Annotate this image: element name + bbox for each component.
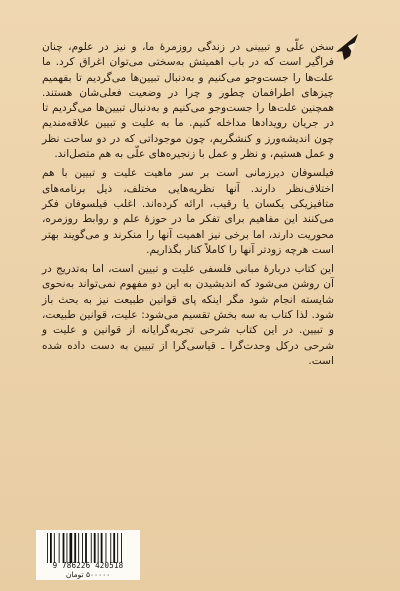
blurb-paragraph-2: فیلسوفان دیرزمانی است بر سر ماهیت علیت و تبیین با هم اختلاف‌نظر دارند. آنها نظریه‌هایی مختلف، ذیل برنامه‌های متافیزیکی یکسان یا رقیب، ارائه کرده‌اند. اغلب فیلسوفان فکر می‌کنند این مفاهیم برای تفکر ما در حوزهٔ علم و روابط روزمره، محوریت دارند، اما برخی نیز اهمیت آنها را منکرند و می‌گویند بهتر است هرچه زودتر آنها را کاملاً کنار بگذاریم. <box>42 167 334 256</box>
barcode-bar <box>101 533 103 563</box>
barcode-bar <box>110 533 111 563</box>
blurb-text <box>42 40 334 373</box>
blurb-paragraph-3: این کتاب دربارهٔ مبانی فلسفی علیت و تبیین است، اما به‌تدریج در آن روشن می‌شود که اندیشیدن به این دو مفهوم نمی‌تواند به‌نحوی شایسته انجام شود مگر اینکه پای قوانین طبیعت نیز به بحث باز شود. لذا کتاب به سه بخش تقسیم می‌شود: علیت، قوانین طبیعت، و تبیین. در این کتاب شرحی تجربه‌گرایانه از قوانین و علیت و شرحی درکل وحدت‌گرا ـ قیاسی‌گرا از تبیین به دست داده شده است. <box>42 263 334 367</box>
barcode-bar <box>91 533 92 563</box>
barcode-bar <box>85 533 87 563</box>
publisher-bird-logo-icon <box>332 30 362 64</box>
barcode-bar <box>106 533 107 563</box>
barcode-bar <box>74 533 76 563</box>
price-label: ۵۰۰۰۰۰ تومان <box>65 570 111 579</box>
barcode-bars <box>46 533 132 563</box>
barcode-bar <box>94 533 96 563</box>
barcode-bar <box>54 533 55 563</box>
blurb-paragraph-1: سخن علّی و تبیینی در زندگی روزمرهٔ ما، و نیز در علوم، چنان فراگیر است که در باب اهمیتش به‌سختی می‌توان اغراق کرد. ما علت‌ها را جست‌وجو می‌کنیم و به‌دنبال تبیین‌ها می‌گردیم تا بفهمیم چیزهای اطرافمان چطور و چرا در وضعیت فعلی‌شان هستند. همچنین علت‌ها را جست‌وجو می‌کنیم و به‌دنبال تبیین‌ها می‌گردیم تا در جریان رویدادها مداخله کنیم. ما به علیت و تبیین علاقه‌مندیم چون اندیشه‌ورز و کنشگریم، چون موجوداتی که در دو ساحت نظر و عمل هستیم، و نظر و عمل با زنجیره‌های علّی به هم متصل‌اند. <box>42 41 334 161</box>
barcode-bar <box>82 533 83 563</box>
barcode-bar <box>117 533 118 563</box>
barcode-bar <box>59 533 60 563</box>
barcode-bar <box>78 533 79 563</box>
barcode-bar <box>47 533 48 563</box>
barcode-bar <box>63 533 65 563</box>
barcode-bar <box>50 533 52 563</box>
barcode-label <box>36 530 140 580</box>
barcode-bar <box>70 533 73 563</box>
barcode-bar <box>121 533 122 563</box>
barcode-bar <box>98 533 99 563</box>
barcode-bar <box>67 533 68 563</box>
barcode-number: 9 786226 420518 <box>52 561 124 570</box>
barcode-bar <box>113 533 115 563</box>
